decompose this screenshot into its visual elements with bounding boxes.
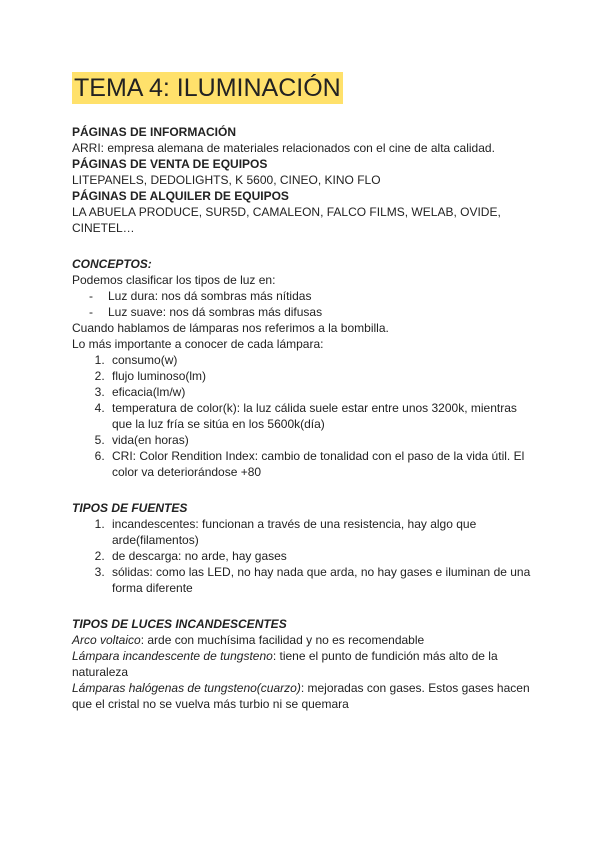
alquiler-heading: PÁGINAS DE ALQUILER DE EQUIPOS bbox=[72, 189, 289, 203]
list-item: 5. vida(en horas) bbox=[108, 432, 532, 448]
list-item: 1. consumo(w) bbox=[108, 352, 532, 368]
list-item: 2. flujo luminoso(lm) bbox=[108, 368, 532, 384]
entry-term: Lámparas halógenas de tungsteno(cuarzo) bbox=[72, 681, 301, 695]
list-item: 4. temperatura de color(k): la luz cálida suele estar entre unos 3200k, mientras que la luz fría se sitúa en los 5600k(día) bbox=[108, 400, 532, 432]
fuentes-heading: TIPOS DE FUENTES bbox=[72, 501, 188, 515]
conceptos-line2: Cuando hablamos de lámparas nos referimos a la bombilla. bbox=[72, 321, 389, 335]
list-item: 6. CRI: Color Rendition Index: cambio de tonalidad con el paso de la vida útil. El color va deteriorándose +80 bbox=[108, 448, 532, 480]
venta-text: LITEPANELS, DEDOLIGHTS, K 5600, CINEO, KINO FLO bbox=[72, 173, 381, 187]
entry-halogenas bbox=[72, 680, 532, 712]
entry-tungsteno bbox=[72, 648, 532, 680]
alquiler-text: LA ABUELA PRODUCE, SUR5D, CAMALEON, FALCO FILMS, WELAB, OVIDE, CINETEL… bbox=[72, 205, 501, 235]
fuentes-list bbox=[72, 516, 532, 596]
list-item: - Luz dura: nos dá sombras más nítidas bbox=[89, 288, 532, 304]
entry-term: Lámpara incandescente de tungsteno bbox=[72, 649, 273, 663]
lampara-properties-list bbox=[72, 352, 532, 480]
list-item: 3. eficacia(lm/w) bbox=[108, 384, 532, 400]
entry-text: : arde con muchísima facilidad y no es recomendable bbox=[140, 633, 425, 647]
conceptos-section bbox=[72, 256, 532, 480]
fuentes-section bbox=[72, 500, 532, 596]
conceptos-intro: Podemos clasificar los tipos de luz en: bbox=[72, 273, 276, 287]
entry-term: Arco voltaico bbox=[72, 633, 141, 647]
list-item: 2. de descarga: no arde, hay gases bbox=[108, 548, 532, 564]
document-page bbox=[72, 72, 532, 712]
entry-text: : mejoradas con gases. Estos gases hacen que el cristal no se vuelva más turbio ni se quemara bbox=[72, 681, 530, 711]
list-item: - Luz suave: nos dá sombras más difusas bbox=[89, 304, 532, 320]
incandescentes-section bbox=[72, 616, 532, 712]
info-section bbox=[72, 124, 532, 236]
info-text: ARRI: empresa alemana de materiales relacionados con el cine de alta calidad. bbox=[72, 141, 495, 155]
document-title: TEMA 4: ILUMINACIÓN bbox=[74, 74, 341, 102]
entry-text: : tiene el punto de fundición más alto de la naturaleza bbox=[72, 649, 498, 679]
list-item: 1. incandescentes: funcionan a través de una resistencia, hay algo que arde(filamentos) bbox=[108, 516, 532, 548]
entry-arco bbox=[72, 632, 532, 648]
conceptos-line3: Lo más importante a conocer de cada lámpara: bbox=[72, 337, 324, 351]
venta-heading: PÁGINAS DE VENTA DE EQUIPOS bbox=[72, 157, 268, 171]
tipos-luz-list bbox=[72, 288, 532, 320]
incandescentes-heading: TIPOS DE LUCES INCANDESCENTES bbox=[72, 617, 287, 631]
conceptos-heading: CONCEPTOS: bbox=[72, 257, 152, 271]
list-item: 3. sólidas: como las LED, no hay nada que arda, no hay gases e iluminan de una forma diferente bbox=[108, 564, 532, 596]
info-heading: PÁGINAS DE INFORMACIÓN bbox=[72, 125, 237, 139]
